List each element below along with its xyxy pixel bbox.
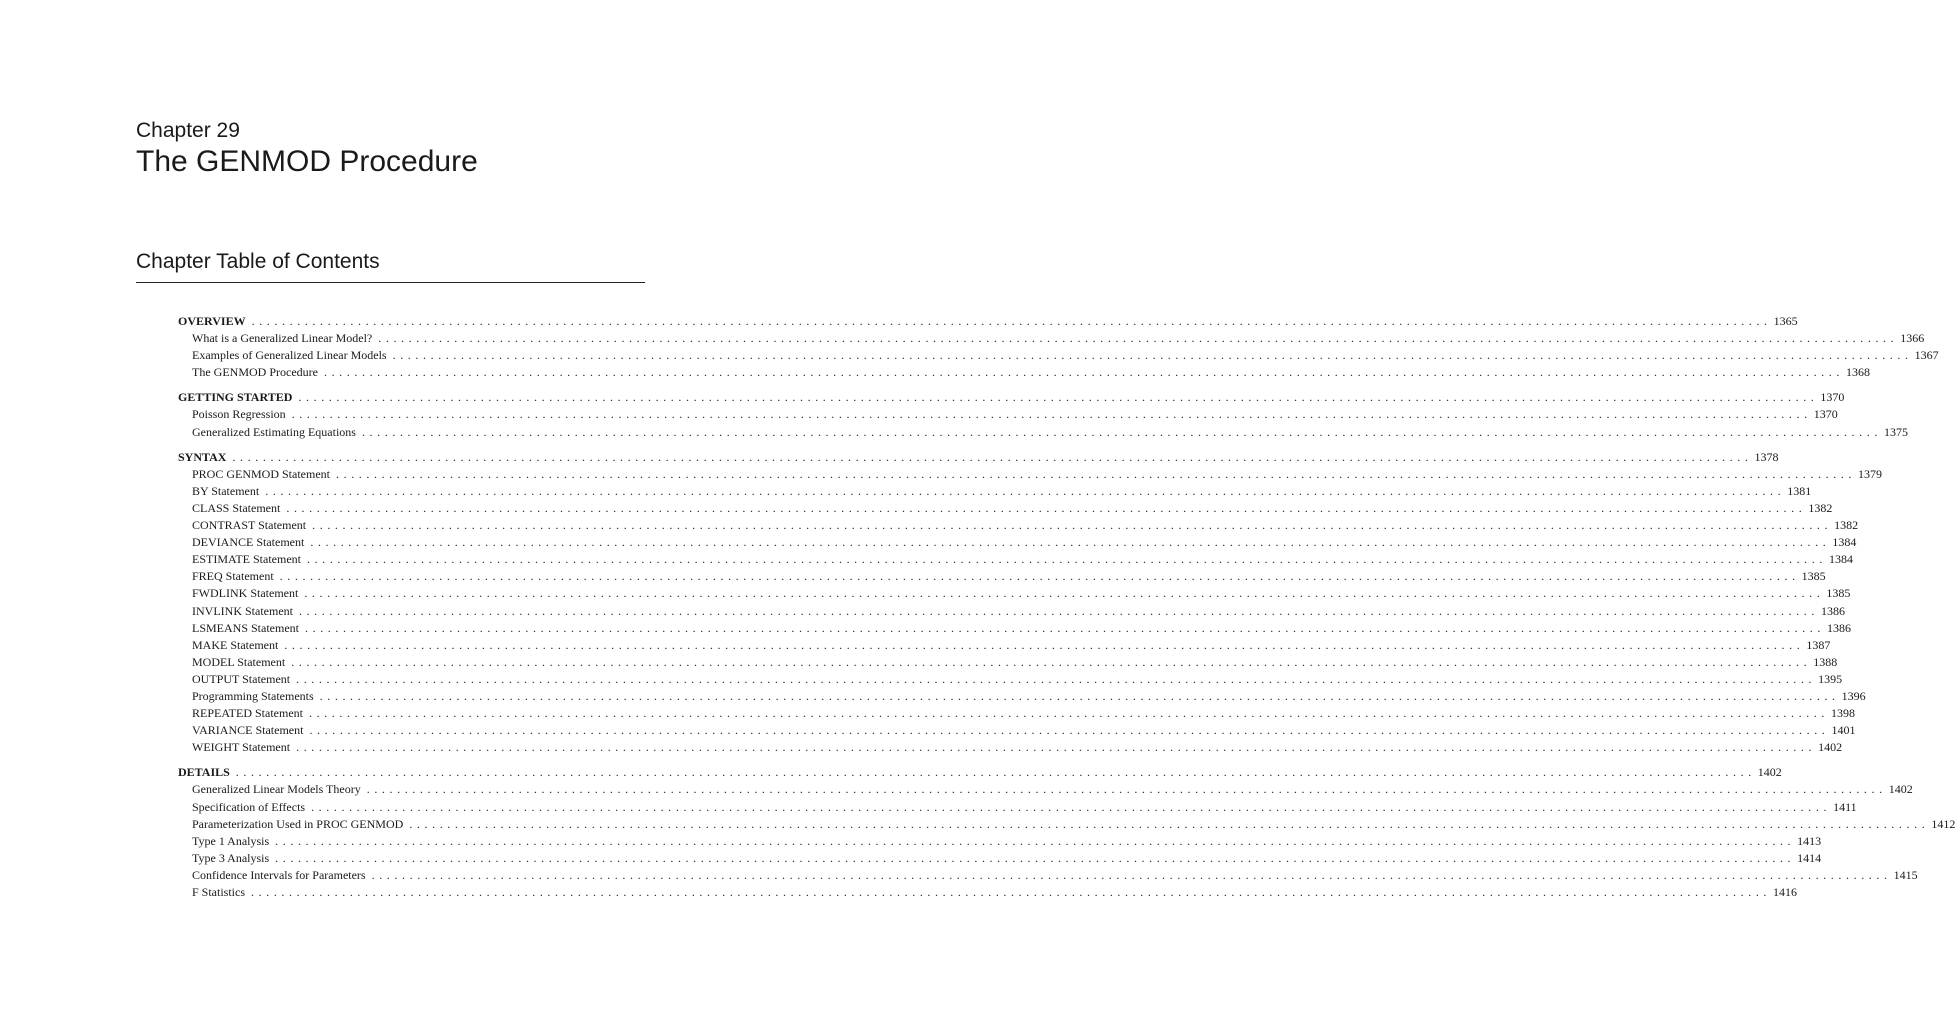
dot-leader: ........................................................................................................................................................................................................ <box>298 390 1819 405</box>
toc-section-label: SYNTAX <box>178 449 227 464</box>
dot-leader: ........................................................................................................................................................................................................ <box>319 688 1840 703</box>
toc-section-label: DETAILS <box>178 765 230 780</box>
table-of-contents <box>178 314 1955 910</box>
page-number: 1382 <box>1808 500 1833 515</box>
toc-entry-label: REPEATED Statement <box>192 706 303 721</box>
toc-entry-label: MODEL Statement <box>192 654 286 669</box>
dot-leader: ........................................................................................................................................................................................................ <box>310 535 1831 550</box>
dot-leader: ........................................................................................................................................................................................................ <box>275 833 1796 848</box>
toc-entry-label: OUTPUT Statement <box>192 671 291 686</box>
toc-section-label: GETTING STARTED <box>178 390 293 405</box>
toc-section-entry[interactable] <box>178 765 1782 782</box>
dot-leader: ........................................................................................................................................................................................................ <box>378 331 1899 346</box>
dot-leader: ........................................................................................................................................................................................................ <box>311 799 1832 814</box>
page-number: 1401 <box>1831 723 1856 738</box>
dot-leader: ........................................................................................................................................................................................................ <box>323 365 1844 380</box>
dot-leader: ........................................................................................................................................................................................................ <box>284 637 1805 652</box>
toc-entry[interactable] <box>178 518 1859 535</box>
toc-entry-label: CLASS Statement <box>192 500 281 515</box>
toc-entry-label: PROC GENMOD Statement <box>192 466 330 481</box>
page-number: 1384 <box>1828 552 1853 567</box>
dot-leader: ........................................................................................................................................................................................................ <box>286 500 1807 515</box>
toc-entry[interactable] <box>178 348 1939 365</box>
toc-entry-label: LSMEANS Statement <box>192 620 299 635</box>
dot-leader: ........................................................................................................................................................................................................ <box>298 603 1819 618</box>
toc-entry[interactable] <box>178 867 1918 885</box>
toc-entry[interactable] <box>178 552 1853 569</box>
toc-entry[interactable] <box>178 620 1851 638</box>
toc-entry[interactable] <box>178 586 1851 603</box>
toc-section-entry[interactable] <box>178 390 1845 407</box>
dot-leader: ........................................................................................................................................................................................................ <box>279 569 1800 584</box>
toc-entry-label: Generalized Estimating Equations <box>192 424 356 439</box>
dot-leader: ........................................................................................................................................................................................................ <box>296 671 1817 686</box>
page-number: 1381 <box>1787 483 1812 498</box>
toc-entry[interactable] <box>178 535 1857 552</box>
toc-entry[interactable] <box>178 637 1831 655</box>
dot-leader: ........................................................................................................................................................................................................ <box>306 552 1827 567</box>
toc-entry[interactable] <box>178 833 1822 851</box>
toc-entry-label: Type 1 Analysis <box>192 833 270 848</box>
page-number: 1384 <box>1832 535 1857 550</box>
page-number: 1388 <box>1813 654 1838 669</box>
page-number: 1395 <box>1818 671 1843 686</box>
toc-entry[interactable] <box>178 466 1882 484</box>
page-number: 1402 <box>1818 740 1843 755</box>
page-number: 1370 <box>1813 407 1838 422</box>
toc-entry-label: Poisson Regression <box>192 407 286 422</box>
toc-entry[interactable] <box>178 569 1826 586</box>
dot-leader: ........................................................................................................................................................................................................ <box>251 885 1772 899</box>
page-number: 1413 <box>1797 833 1822 848</box>
toc-entry[interactable] <box>178 331 1925 348</box>
toc-section-entry[interactable] <box>178 314 1798 331</box>
toc-section-label: OVERVIEW <box>178 314 246 328</box>
dot-leader: ........................................................................................................................................................................................................ <box>232 449 1753 464</box>
toc-section <box>178 390 1908 441</box>
toc-entry[interactable] <box>178 500 1833 518</box>
toc-entry[interactable] <box>178 816 1955 834</box>
dot-leader: ........................................................................................................................................................................................................ <box>291 407 1812 422</box>
page-number: 1365 <box>1773 314 1798 328</box>
toc-entry-label: INVLINK Statement <box>192 603 293 618</box>
toc-entry-label: Specification of Effects <box>192 799 306 814</box>
toc-entry[interactable] <box>178 424 1908 442</box>
toc-entry-label: BY Statement <box>192 483 260 498</box>
toc-entry-label: WEIGHT Statement <box>192 740 291 755</box>
toc-entry[interactable] <box>178 671 1843 689</box>
dot-leader: ........................................................................................................................................................................................................ <box>392 348 1913 363</box>
page-number: 1402 <box>1888 782 1913 797</box>
dot-leader: ........................................................................................................................................................................................................ <box>265 483 1786 498</box>
dot-leader: ........................................................................................................................................................................................................ <box>309 706 1829 721</box>
toc-section <box>178 449 1882 758</box>
dot-leader: ........................................................................................................................................................................................................ <box>336 466 1856 481</box>
toc-entry[interactable] <box>178 885 1798 902</box>
page-number: 1396 <box>1841 688 1866 703</box>
toc-entry[interactable] <box>178 740 1843 757</box>
toc-entry-label: DEVIANCE Statement <box>192 535 305 550</box>
toc-entry-label: What is a Generalized Linear Model? <box>192 331 373 346</box>
toc-heading: Chapter Table of Contents <box>136 250 380 273</box>
page-number: 1386 <box>1820 603 1845 618</box>
dot-leader: ........................................................................................................................................................................................................ <box>251 314 1772 328</box>
page-number: 1387 <box>1806 637 1831 652</box>
toc-entry-label: FWDLINK Statement <box>192 586 299 601</box>
toc-entry[interactable] <box>178 603 1845 621</box>
dot-leader: ........................................................................................................................................................................................................ <box>275 850 1796 865</box>
page-number: 1416 <box>1773 885 1798 899</box>
toc-entry-label: Type 3 Analysis <box>192 850 270 865</box>
page-number: 1412 <box>1931 816 1955 831</box>
toc-entry-label: Confidence Intervals for Parameters <box>192 867 366 882</box>
toc-entry[interactable] <box>178 654 1838 672</box>
toc-entry[interactable] <box>178 688 1866 706</box>
dot-leader: ........................................................................................................................................................................................................ <box>305 620 1825 635</box>
page-number: 1375 <box>1883 424 1908 439</box>
toc-entry-label: MAKE Statement <box>192 637 279 652</box>
page-number: 1398 <box>1831 706 1855 721</box>
toc-entry-label: Programming Statements <box>192 688 314 703</box>
page-number: 1385 <box>1826 586 1851 601</box>
toc-entry-label: Examples of Generalized Linear Models <box>192 348 387 363</box>
toc-entry[interactable] <box>178 365 1870 382</box>
toc-entry[interactable] <box>178 407 1838 424</box>
dot-leader: ........................................................................................................................................................................................................ <box>309 723 1830 738</box>
toc-section-entry[interactable] <box>178 449 1779 467</box>
toc-entry[interactable] <box>178 782 1913 799</box>
toc-entry[interactable] <box>178 799 1857 817</box>
dot-leader: ........................................................................................................................................................................................................ <box>366 782 1887 797</box>
toc-entry[interactable] <box>178 483 1812 501</box>
dot-leader: ........................................................................................................................................................................................................ <box>291 654 1812 669</box>
toc-entry-label: ESTIMATE Statement <box>192 552 301 567</box>
toc-entry-label: Generalized Linear Models Theory <box>192 782 361 797</box>
page-number: 1386 <box>1827 620 1851 635</box>
dot-leader: ........................................................................................................................................................................................................ <box>371 867 1892 882</box>
page-number: 1415 <box>1893 867 1918 882</box>
toc-section <box>178 765 1955 902</box>
page-number: 1414 <box>1797 850 1822 865</box>
page-number: 1411 <box>1833 799 1857 814</box>
toc-entry[interactable] <box>178 723 1856 740</box>
toc-entry-label: FREQ Statement <box>192 569 274 584</box>
toc-entry-label: Parameterization Used in PROC GENMOD <box>192 816 404 831</box>
toc-entry-label: F Statistics <box>192 885 246 899</box>
page-number: 1370 <box>1820 390 1845 405</box>
toc-entry[interactable] <box>178 706 1855 723</box>
toc-entry-label: CONTRAST Statement <box>192 518 307 533</box>
page-number: 1367 <box>1914 348 1939 363</box>
toc-entry[interactable] <box>178 850 1822 868</box>
heading-rule <box>136 282 645 283</box>
dot-leader: ........................................................................................................................................................................................................ <box>312 518 1833 533</box>
dot-leader: ........................................................................................................................................................................................................ <box>304 586 1825 601</box>
page-number: 1382 <box>1834 518 1859 533</box>
toc-section <box>178 314 1939 382</box>
dot-leader: ........................................................................................................................................................................................................ <box>409 816 1930 831</box>
page-number: 1378 <box>1754 449 1779 464</box>
page-number: 1379 <box>1858 466 1882 481</box>
chapter-title: The GENMOD Procedure <box>136 145 478 178</box>
dot-leader: ........................................................................................................................................................................................................ <box>235 765 1756 780</box>
page-number: 1366 <box>1900 331 1925 346</box>
page-number: 1385 <box>1801 569 1826 584</box>
toc-entry-label: VARIANCE Statement <box>192 723 304 738</box>
dot-leader: ........................................................................................................................................................................................................ <box>361 424 1882 439</box>
dot-leader: ........................................................................................................................................................................................................ <box>296 740 1817 755</box>
chapter-number: Chapter 29 <box>136 119 240 142</box>
page-number: 1368 <box>1845 365 1870 380</box>
toc-entry-label: The GENMOD Procedure <box>192 365 318 380</box>
page-number: 1402 <box>1757 765 1782 780</box>
